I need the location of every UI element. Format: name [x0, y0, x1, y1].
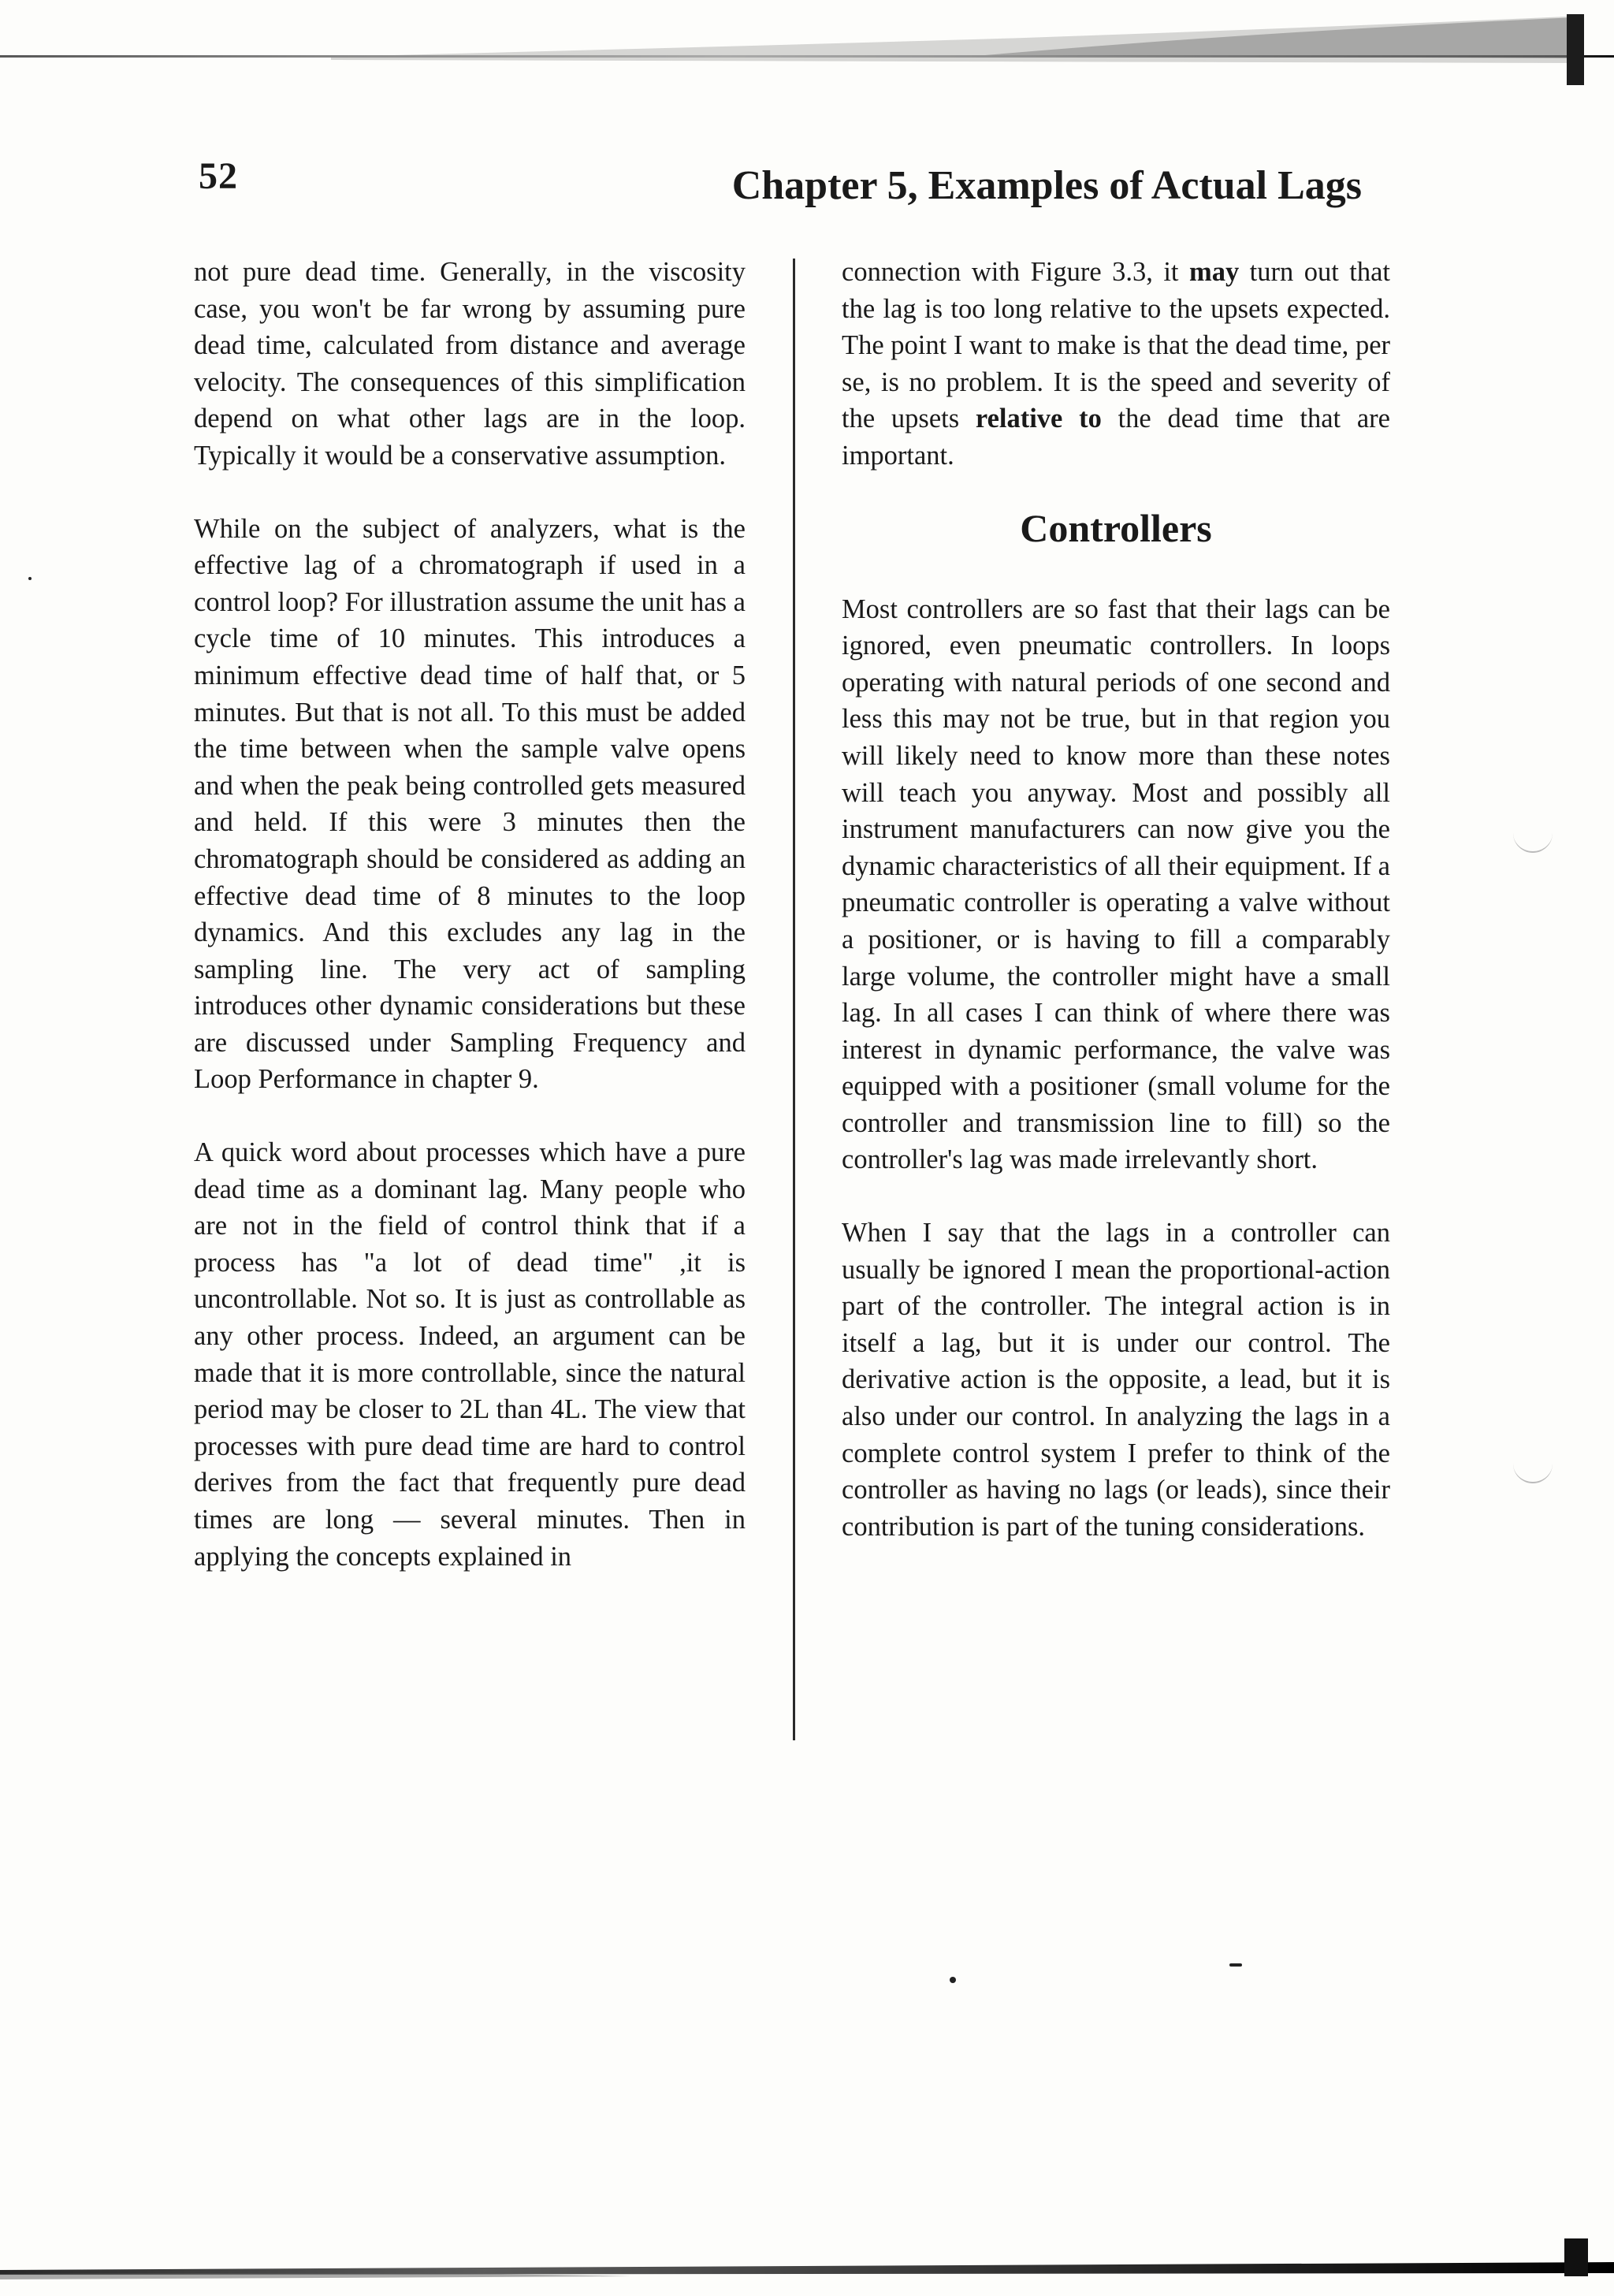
scan-edge-bottom [0, 2238, 1614, 2296]
text-run: connection with Figure 3.3, it [842, 257, 1189, 287]
scan-speck [1229, 1963, 1242, 1967]
body-paragraph: While on the subject of analyzers, what is the effective lag of a chromatograph if used in a control loop? For illustration assume the unit has a cycle time of 10 minutes. This introduces a minimum effective dead time of half that, or 5 minutes. But that is not all. To this must be added the time between when the sample valve opens and when the peak being controlled gets measured and held. If this were 3 minutes then the chromatograph should be considered as adding an effective dead time of 8 minutes to the loop dynamics. And this excludes any lag in the sampling line. The very act of sampling introduces other dynamic considerations but these are discussed under Sampling Frequency and Loop Performance in chapter 9. [194, 513, 746, 1095]
bold-text: relative to [975, 404, 1102, 434]
scan-speck [950, 1977, 956, 1983]
body-paragraph [842, 254, 1390, 474]
left-column [194, 254, 746, 1575]
text-run: turn out that the lag is too long relative to the upsets expected. The point I want to make is that the dead time, per se, is no problem. It is the speed and severity of the upsets [842, 257, 1390, 434]
section-heading: Controllers [1020, 505, 1212, 550]
text-run: the dead time that are important. [842, 404, 1390, 471]
margin-mark [1513, 820, 1553, 853]
body-paragraph: Most controllers are so fast that their lags can be ignored, even pneumatic controllers. In loops operating with natural periods of one second and less this may not be true, but in that region you will likely need to know more than these notes will teach you anyway. Most and possibly all instrument manufacturers can now give you the dynamic characteristics of all their equipment. If a pneumatic controller is operating a valve without a positioner, or is having to fill a comparably large volume, the controller might have a small lag. In all cases I can think of where there was interest in dynamic performance, the valve was equipped with a positioner (small volume for the controller and transmission line to fill) so the controller's lag was made irrelevantly short. [842, 594, 1390, 1175]
running-head-title: Chapter 5, Examples of Actual Lags [731, 163, 1362, 208]
body-paragraph: A quick word about processes which have a pure dead time as a dominant lag. Many people who are not in the field of control think that if a process has "a lot of dead time" ,it is uncontrollable. Not so. It is just as controllable as any other process. Indeed, an argument can be made that it is more controllable, since the natural period may be closer to 2L than 4L. The view that processes with pure dead time are hard to control derives from the fact that frequently pure dead times are long — several minutes. Then in applying the concepts explained in [194, 1137, 746, 1572]
body-paragraph: When I say that the lags in a controller can usually be ignored I mean the proportional-action part of the controller. The integral action is in itself a lag, but it is under our control. The derivative action is the opposite, a lead, but it is also under our control. In analyzing the lags in a complete control system I prefer to think of the controller as having no lags (or leads), since their contribution is part of the tuning considerations. [842, 1218, 1390, 1542]
body-paragraph: not pure dead time. Generally, in the viscosity case, you won't be far wrong by assuming pure dead time, calculated from distance and average velocity. The consequences of this simplification depend on what other lags are in the loop. Typically it would be a conservative assumption. [194, 257, 746, 471]
column-divider [793, 259, 795, 1740]
right-column [842, 254, 1390, 1545]
scan-speck [28, 577, 32, 580]
scan-edge-top [0, 0, 1614, 87]
bold-text: may [1188, 257, 1240, 287]
margin-mark [1513, 1450, 1553, 1483]
page-number: 52 [199, 155, 238, 197]
